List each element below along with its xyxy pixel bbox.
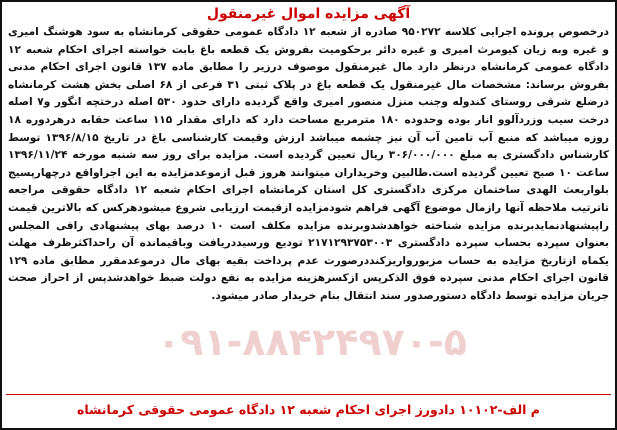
footer-divider [6, 394, 611, 395]
notice-footer-signature: م الف-۱۰۱۰۲ دادورز اجرای احکام شعبه ۱۲ دادگاه عمومی حقوقی کرمانشاه [77, 402, 540, 417]
notice-body-text: درخصوص پرونده اجرایی کلاسه ۹۵۰۲۷۲ صادره از شعبه ۱۲ دادگاه عمومی حقوقی کرمانشاه به سود هوشنگ امیری و غیره وبه زیان کیومرث امیری و غیره دائر برحکومیت بفروش یک قطعه باغ بابت خواسته اجرای احکام شعبه ۱۲ دادگاه عمومی کرمانشاه درنظر دارد مال غیرمنقول موصوف درزیر را مطابق ماده ۱۳۷ قانون اجرای احکام مدنی بفروش برساند: مشخصات مال غیرمنقول یک قطعه باغ در پلاک ثبتی ۳۱ فرعی از ۶۸ اصلی بخش هشت کرمانشاه درضلع شرقی روستای کندوله وجنب منزل منصور امیری واقع گردیده دارای حدود ۵۳۰ اصله درختچه انگور و۷ اصله درخت سیب وزردآلوو انار بوده وحدوده ۱۸۰ مترمربع مساحت دارد که دارای مقدار ۱۱۵ ساعت حقابه درهردوره ۱۸ روزه میباشد که منبع آب تامین آب آن نیز چشمه میباشد ارزش وقیمت کارشناسی باغ در تاریخ ۱۳۹۶/۸/۱۵ توسط کارشناس دادگستری به مبلغ ۳۰۶/۰۰۰/۰۰۰ ریال تعیین گردیده است. مزایده برای روز سه شنبه مورخه ۱۳۹۶/۱۱/۲۴ ساعت ۱۰ صبح تعیین گردیده است.طالبین وخریداران میتوانند هروز قبل ازموعدمزایده به این اجراواقع درچهارپسیج بلواربعث الهدی ساختمان مرکزی دادگستری کل استان کرمانشاه اجرای احکام شعبه ۱۲ دادگاه حقوقی مراجعه تاترتیب ملاحظه آنها رازمال موضوع آگهی فراهم شودمزایده ازقیمت ارزیابی شروع میشودهرکس که بالاترین قیمت راپیشنهادنمایدبرنده مزایده شناخته خواهدشدوبرنده مزایده مکلف است ۱۰ درصد بهای پیشنهادی رافی المجلس بعنوان سپرده بحساب سپرده دادگستری ۲۱۷۱۲۹۳۷۵۳۰۰۳ تودیع ورسیددریافت وباقیمانده آن راحداکثرظرف مهلت یکماه ازتاریخ مزایده به حساب مزبورواریزکنددرصورت عدم پرداخت بقیه بهای مال درموعدمقرر مطابق ماده ۱۲۹ قانون اجرای احکام مدنی سپرده فوق الذکرپس ازکسرهزینه مزایده به نفع دولت ضبط خواهدشدپس از احراز صحت جریان مزایده توسط دادگاه دستورصدور سند انتقال بنام خریدار صادر میشود. [8, 26, 609, 302]
phone-watermark: ۰۹۱-۸۸۴۲۴۹۷۰-۵ [157, 320, 467, 364]
notice-title: آگهی مزایده اموال غیرمنقول [206, 6, 411, 22]
